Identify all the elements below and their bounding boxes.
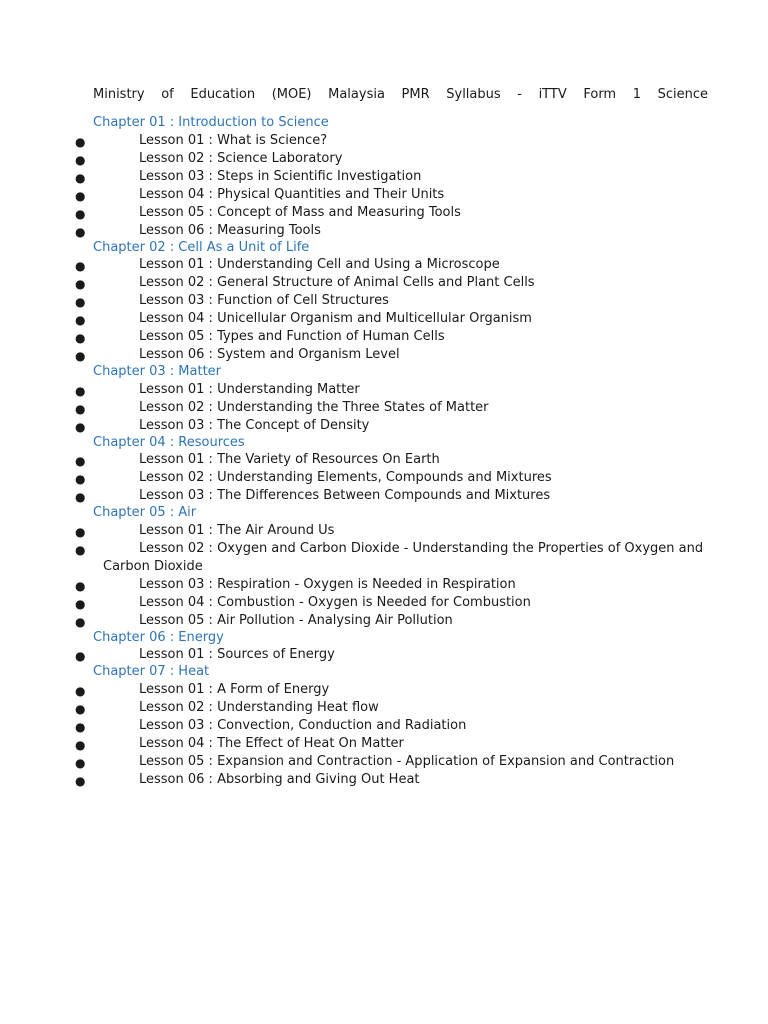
bullet-icon: ● <box>75 331 86 345</box>
lesson-text: Lesson 01 : The Air Around Us <box>139 522 335 538</box>
lesson-text: Lesson 02 : Science Laboratory <box>139 150 343 166</box>
lesson-item <box>0 417 768 435</box>
lesson-text: Lesson 02 : Understanding Heat flow <box>139 699 379 715</box>
lesson-text: Lesson 05 : Air Pollution - Analysing Air Pollution <box>139 612 453 628</box>
syllabus-list <box>0 115 768 789</box>
lesson-text: Lesson 03 : The Concept of Density <box>139 417 370 433</box>
lesson-item <box>0 681 768 699</box>
bullet-icon: ● <box>75 188 86 203</box>
bullet-icon: ● <box>75 773 86 788</box>
lesson-item <box>0 594 768 612</box>
lesson-text: Lesson 01 : Understanding Cell and Using a Microscope <box>139 257 500 272</box>
lesson-text: Lesson 02 : Understanding the Three States of Matter <box>139 399 489 415</box>
lesson-text: Lesson 01 : The Variety of Resources On Earth <box>139 452 440 467</box>
lesson-item <box>0 753 768 771</box>
lesson-item <box>0 576 768 594</box>
chapter-heading: Chapter 04 : Resources <box>93 434 245 450</box>
lesson-item <box>0 346 768 364</box>
lesson-text: Lesson 05 : Expansion and Contraction - Application of Expansion and Contraction <box>139 753 675 769</box>
bullet-icon: ● <box>75 349 86 363</box>
lesson-text: Lesson 05 : Concept of Mass and Measuring Tools <box>139 204 461 220</box>
bullet-icon: ● <box>75 401 86 416</box>
lesson-text: Lesson 06 : Measuring Tools <box>139 222 321 238</box>
lesson-text: Lesson 01 : What is Science? <box>139 132 328 148</box>
bullet-icon: ● <box>75 224 86 239</box>
lesson-item <box>0 328 768 346</box>
lesson-item <box>0 256 768 274</box>
chapter-heading: Chapter 01 : Introduction to Science <box>93 115 329 130</box>
lesson-text: Lesson 01 : Sources of Energy <box>139 647 335 662</box>
chapter-heading: Chapter 07 : Heat <box>93 664 210 679</box>
chapter-heading: Chapter 02 : Cell As a Unit of Life <box>93 239 310 255</box>
lesson-item <box>0 699 768 717</box>
lesson-item <box>0 132 768 150</box>
bullet-icon: ● <box>75 524 86 539</box>
lesson-text: Lesson 02 : Understanding Elements, Compounds and Mixtures <box>139 470 552 485</box>
lesson-item <box>0 487 768 505</box>
chapter-heading: Chapter 03 : Matter <box>93 364 222 379</box>
bullet-icon: ● <box>75 295 86 309</box>
lesson-item <box>0 204 768 222</box>
lesson-item <box>0 646 768 664</box>
lesson-item <box>0 274 768 292</box>
lesson-text: Lesson 05 : Types and Function of Human Cells <box>139 329 445 344</box>
chapter-heading: Chapter 06 : Energy <box>93 629 224 645</box>
lesson-item <box>0 399 768 417</box>
lesson-text: Lesson 03 : Steps in Scientific Investigation <box>139 168 422 184</box>
lesson-text: Lesson 06 : Absorbing and Giving Out Heat <box>139 771 420 787</box>
lesson-item <box>0 222 768 240</box>
lesson-item <box>0 292 768 310</box>
bullet-icon: ● <box>75 472 86 486</box>
bullet-icon: ● <box>75 259 86 273</box>
lesson-item <box>0 381 768 399</box>
document-title: Ministry of Education (MOE) Malaysia PMR Syllabus - iTTV Form 1 Science <box>93 87 708 102</box>
lesson-text: Lesson 03 : Function of Cell Structures <box>139 293 389 308</box>
lesson-item <box>0 469 768 487</box>
lesson-text: Lesson 02 : Oxygen and Carbon Dioxide - Understanding the Properties of Oxygen and Carbon Dioxide <box>103 540 704 574</box>
lesson-item <box>0 717 768 735</box>
bullet-icon: ● <box>75 206 86 221</box>
lesson-text: Lesson 04 : Unicellular Organism and Multicellular Organism <box>139 311 532 326</box>
bullet-icon: ● <box>75 277 86 291</box>
bullet-icon: ● <box>75 134 86 149</box>
bullet-icon: ● <box>75 596 86 611</box>
bullet-icon: ● <box>75 683 86 698</box>
bullet-icon: ● <box>75 542 86 557</box>
lesson-item <box>0 186 768 204</box>
bullet-icon: ● <box>75 719 86 734</box>
bullet-icon: ● <box>75 737 86 752</box>
chapter-heading: Chapter 05 : Air <box>93 505 197 520</box>
lesson-text: Lesson 04 : Combustion - Oxygen is Needed for Combustion <box>139 594 531 610</box>
lesson-text: Lesson 03 : The Differences Between Compounds and Mixtures <box>139 488 551 503</box>
bullet-icon: ● <box>75 152 86 167</box>
lesson-text: Lesson 03 : Respiration - Oxygen is Needed in Respiration <box>139 576 516 592</box>
lesson-item <box>0 735 768 753</box>
bullet-icon: ● <box>75 755 86 770</box>
lesson-item <box>0 522 768 540</box>
lesson-item <box>0 771 768 789</box>
lesson-text: Lesson 02 : General Structure of Animal Cells and Plant Cells <box>139 275 535 290</box>
lesson-text: Lesson 01 : A Form of Energy <box>139 681 330 697</box>
bullet-icon: ● <box>75 614 86 629</box>
bullet-icon: ● <box>75 170 86 185</box>
lesson-item <box>0 540 768 576</box>
lesson-text: Lesson 03 : Convection, Conduction and Radiation <box>139 717 467 733</box>
bullet-icon: ● <box>75 649 86 663</box>
lesson-item <box>0 168 768 186</box>
lesson-text: Lesson 06 : System and Organism Level <box>139 347 400 362</box>
lesson-text: Lesson 01 : Understanding Matter <box>139 381 360 397</box>
bullet-icon: ● <box>75 490 86 504</box>
lesson-item <box>0 451 768 469</box>
lesson-text: Lesson 04 : The Effect of Heat On Matter <box>139 735 404 751</box>
bullet-icon: ● <box>75 701 86 716</box>
lesson-text: Lesson 04 : Physical Quantities and Their Units <box>139 186 445 202</box>
bullet-icon: ● <box>75 419 86 434</box>
bullet-icon: ● <box>75 383 86 398</box>
lesson-item <box>0 612 768 630</box>
bullet-icon: ● <box>75 313 86 327</box>
bullet-icon: ● <box>75 454 86 468</box>
lesson-item <box>0 150 768 168</box>
lesson-item <box>0 310 768 328</box>
bullet-icon: ● <box>75 578 86 593</box>
